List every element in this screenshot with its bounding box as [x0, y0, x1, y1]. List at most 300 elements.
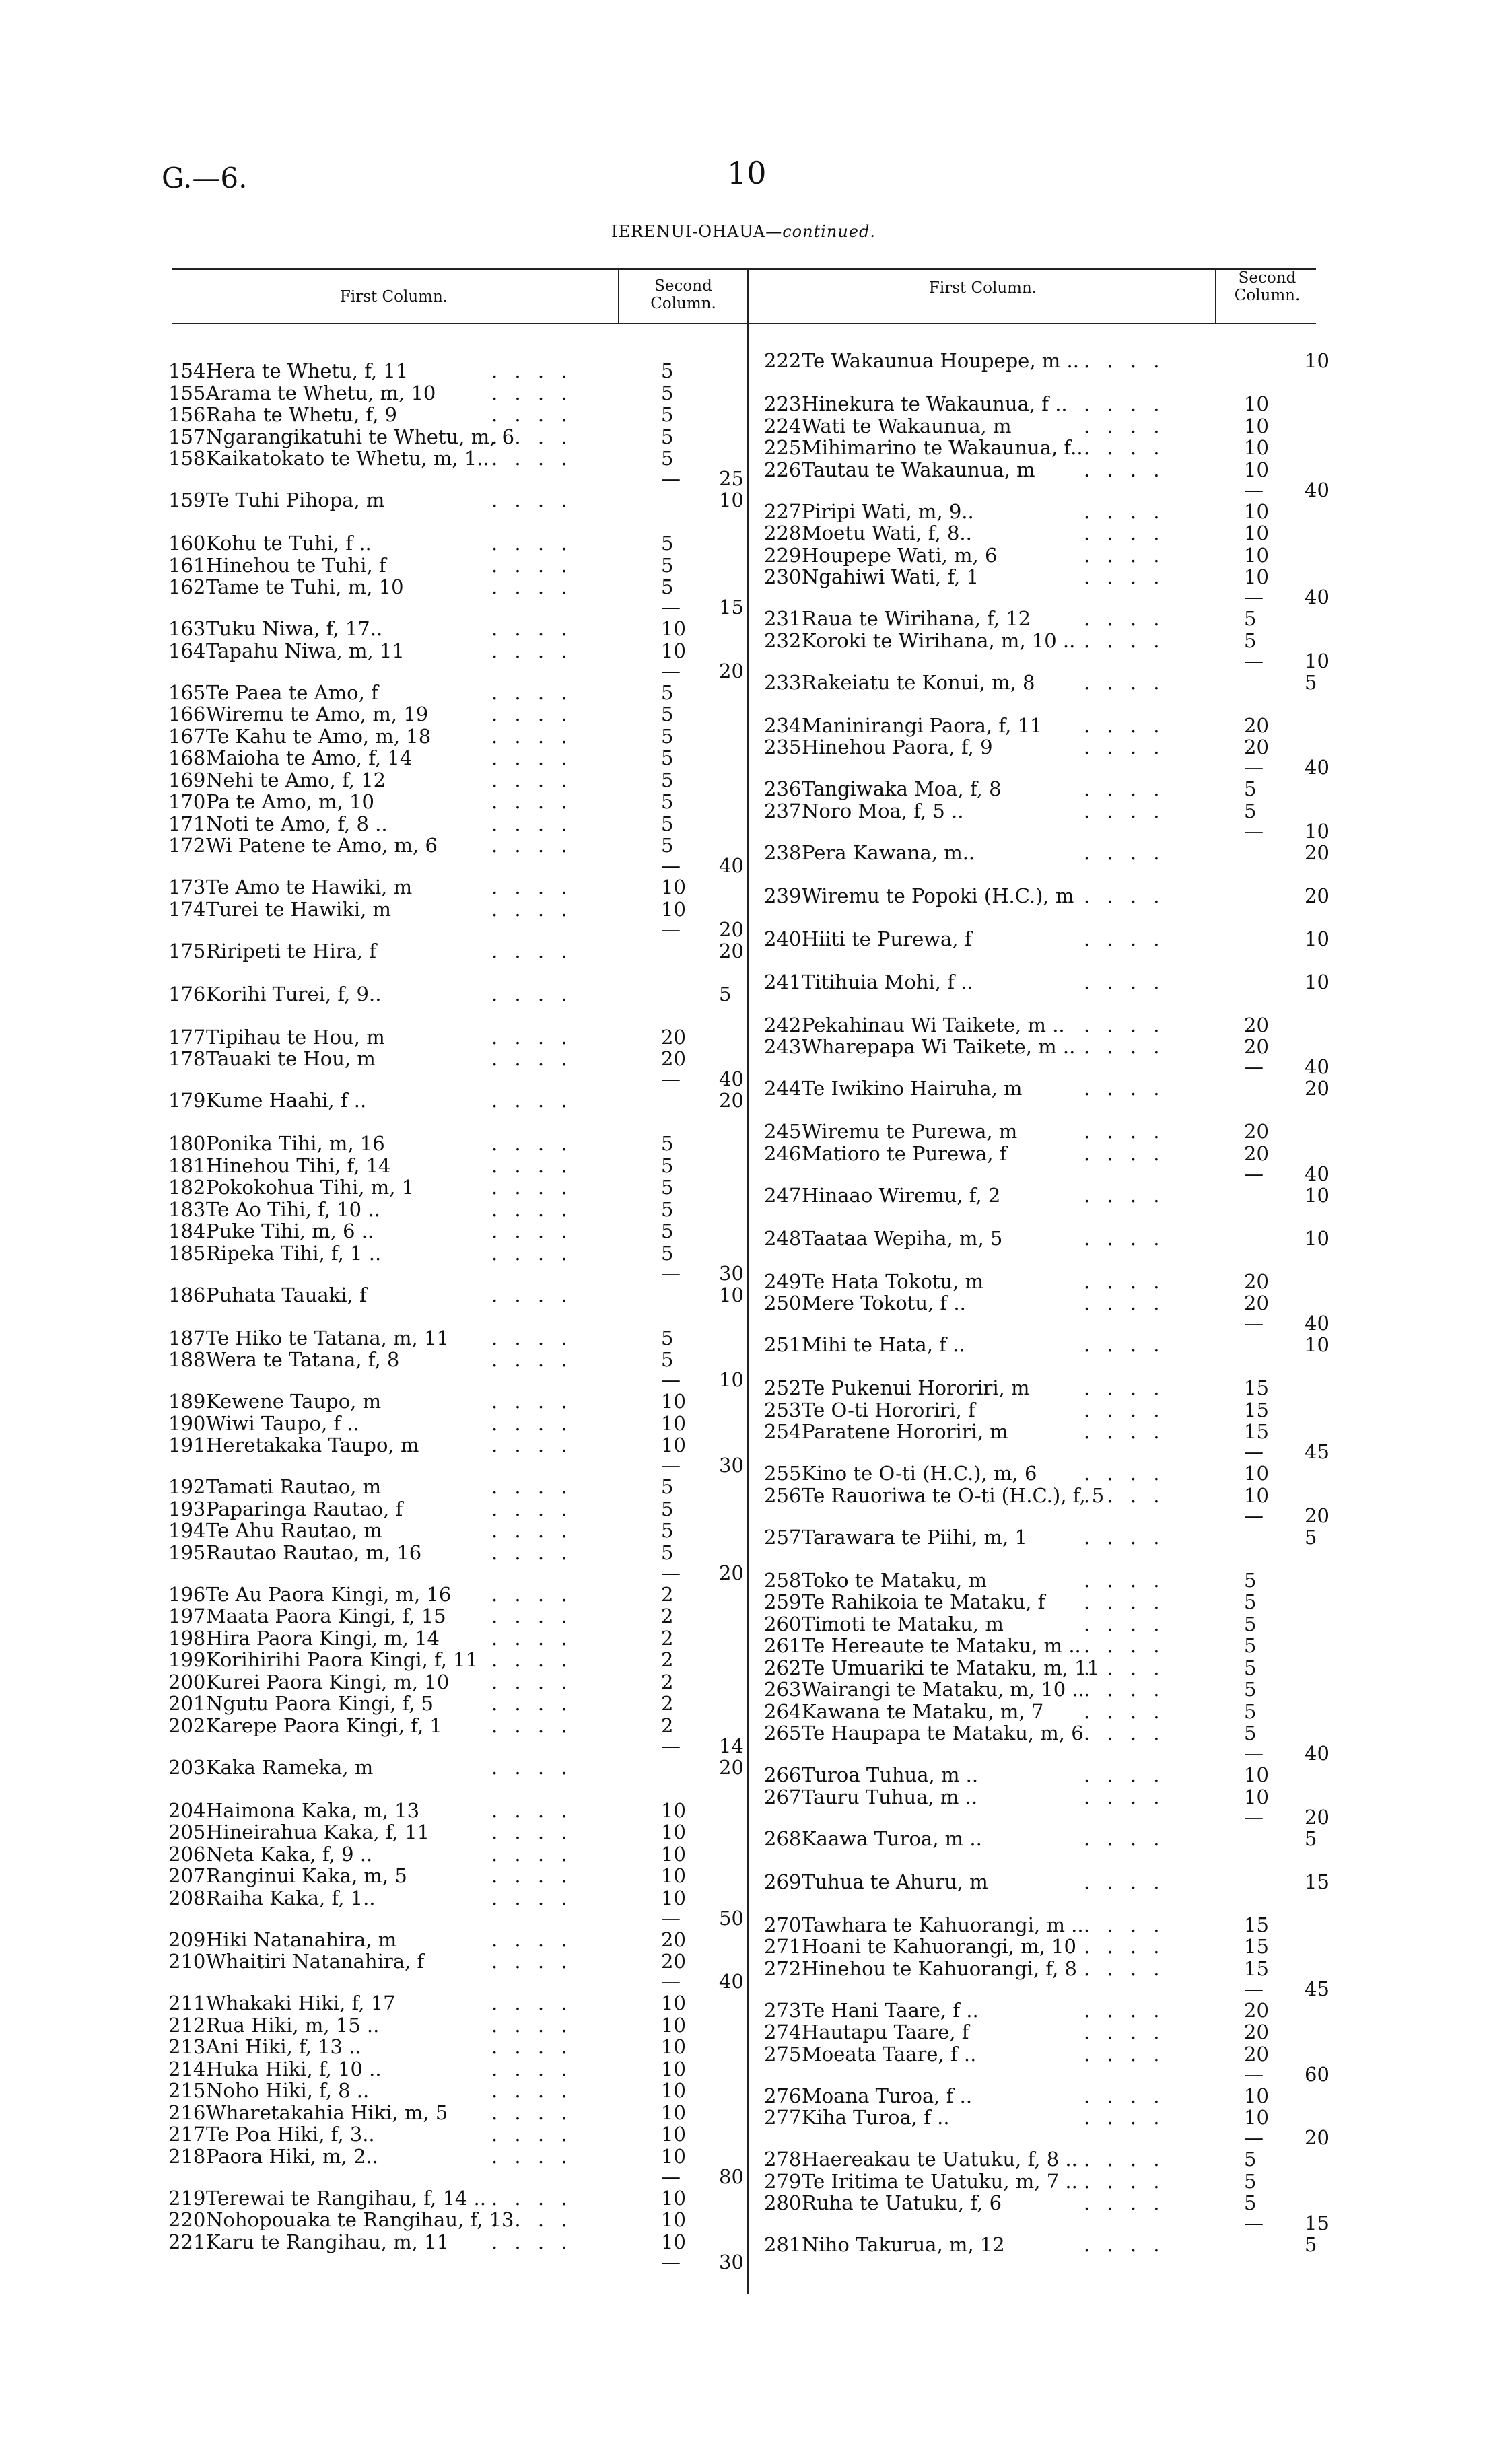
- leader-dots: . . . .: [1084, 349, 1165, 372]
- entry-name: Tuku Niwa, f, 17..: [206, 617, 383, 640]
- entry-row: [168, 2036, 361, 2057]
- leader-dots: . . . .: [491, 639, 573, 662]
- entry-subtotal: 10: [1305, 1226, 1329, 1250]
- entry-number: 188: [168, 1348, 206, 1371]
- subtotal-dash: —: [1244, 1742, 1264, 1765]
- entry-number: 154: [168, 359, 206, 382]
- entry-amount: 2: [661, 1626, 674, 1650]
- entry-number: 192: [168, 1475, 206, 1498]
- entry-row: [764, 608, 1031, 629]
- entry-number: 182: [168, 1176, 206, 1199]
- leader-dots: . . . .: [491, 1348, 573, 1371]
- entry-subtotal: 50: [719, 1906, 744, 1930]
- entry-row: [168, 876, 412, 898]
- entry-amount: 2: [661, 1648, 674, 1671]
- entry-number: 167: [168, 724, 206, 748]
- entry-amount: 20: [1244, 736, 1269, 759]
- entry-number: 266: [764, 1763, 802, 1786]
- entry-subtotal: 5: [1305, 1827, 1317, 1850]
- entry-number: 278: [764, 2148, 802, 2171]
- entry-number: 163: [168, 617, 206, 640]
- subtotal-dash: —: [1244, 478, 1264, 501]
- entry-name: Kawana te Mataku, m, 7: [802, 1699, 1044, 1723]
- leader-dots: . . . .: [491, 768, 573, 791]
- leader-dots: . . . .: [491, 1283, 573, 1306]
- entry-row: [764, 459, 1035, 481]
- entry-row: [168, 2123, 375, 2145]
- entry-name: Kino te O-ti (H.C.), m, 6: [802, 1462, 1037, 1485]
- entry-name: Turoa Tuhua, m ..: [802, 1763, 979, 1786]
- entry-row: [168, 1950, 424, 1972]
- leader-dots: . . . .: [491, 746, 573, 769]
- entry-row: [168, 726, 431, 747]
- entry-number: 215: [168, 2079, 206, 2102]
- entry-amount: 5: [661, 359, 674, 382]
- entry-number: 187: [168, 1326, 206, 1349]
- entry-name: Te Tuhi Pihopa, m: [206, 489, 385, 512]
- entry-amount: 5: [661, 680, 674, 704]
- entry-subtotal: 30: [719, 1454, 744, 1477]
- entry-name: Whaitiri Natanahira, f: [206, 1950, 425, 1973]
- entry-name: Hinehou te Kahuorangi, f, 8: [802, 1957, 1077, 1980]
- entry-amount: 5: [661, 1154, 674, 1177]
- entry-row: [764, 885, 1074, 907]
- entry-amount: 20: [661, 1928, 686, 1951]
- entry-number: 199: [168, 1648, 206, 1671]
- entry-name: Maata Paora Kingi, f, 15: [206, 1605, 446, 1627]
- entry-name: Puke Tihi, m, 6 ..: [206, 1220, 374, 1242]
- entry-number: 217: [168, 2123, 206, 2146]
- leader-dots: . . . .: [1084, 2148, 1165, 2171]
- entry-amount: 5: [661, 575, 674, 598]
- entry-number: 273: [764, 1998, 802, 2022]
- entry-row: [168, 1284, 367, 1306]
- entry-amount: 10: [661, 2123, 686, 2146]
- entry-number: 166: [168, 703, 206, 726]
- leader-dots: . . . .: [491, 1519, 573, 1542]
- entry-amount: 5: [1244, 2148, 1257, 2171]
- entry-amount: 5: [661, 724, 674, 748]
- entry-name: Te Hani Taare, f ..: [802, 1998, 979, 2022]
- entry-row: [168, 1887, 376, 1909]
- entry-name: Tawhara te Kahuorangi, m ..: [802, 1913, 1084, 1936]
- entry-row: [168, 2231, 449, 2253]
- leader-dots: . . . .: [491, 1692, 573, 1715]
- entry-subtotal: 20: [1305, 1504, 1329, 1527]
- entry-subtotal: 30: [719, 2250, 744, 2274]
- leader-dots: . . . .: [1084, 1013, 1165, 1036]
- entry-subtotal: 40: [1305, 478, 1329, 501]
- entry-name: Wiremu te Popoki (H.C.), m: [802, 884, 1074, 907]
- leader-dots: . . . .: [491, 724, 573, 748]
- entry-name: Wera te Tatana, f, 8: [206, 1348, 400, 1371]
- entry-name: Ngahiwi Wati, f, 1: [802, 565, 979, 588]
- entry-row: [764, 393, 1068, 415]
- subtotal-dash: —: [1244, 819, 1264, 843]
- entry-number: 172: [168, 834, 206, 857]
- entry-row: [764, 1958, 1077, 1979]
- entry-number: 155: [168, 381, 206, 404]
- entry-row: [764, 736, 993, 758]
- entry-name: Paora Hiki, m, 2..: [206, 2144, 379, 2168]
- entry-name: Hoani te Kahuorangi, m, 10: [802, 1935, 1076, 1958]
- entry-name: Hinehou Tihi, f, 14: [206, 1154, 391, 1177]
- entry-name: Riripeti te Hira, f: [206, 939, 377, 962]
- leader-dots: . . . .: [491, 1326, 573, 1349]
- entry-name: Korihirihi Paora Kingi, f, 11: [206, 1648, 479, 1671]
- entry-row: [168, 769, 386, 791]
- entry-name: Te Kahu te Amo, m, 18: [206, 724, 431, 748]
- entry-subtotal: 40: [1305, 756, 1329, 779]
- subtotal-dash: —: [661, 2250, 681, 2274]
- entry-number: 178: [168, 1047, 206, 1070]
- entry-row: [764, 1657, 1099, 1679]
- entry-row: [168, 2187, 486, 2209]
- entry-amount: 10: [1244, 414, 1269, 437]
- subtotal-dash: —: [661, 1261, 681, 1285]
- leader-dots: . . . .: [1084, 1935, 1165, 1958]
- leader-dots: . . . .: [1084, 1292, 1165, 1314]
- entry-name: Rautao Rautao, m, 16: [206, 1541, 422, 1564]
- entry-amount: 20: [661, 1025, 686, 1049]
- entry-amount: 10: [661, 2013, 686, 2037]
- entry-number: 197: [168, 1605, 206, 1627]
- entry-number: 184: [168, 1220, 206, 1242]
- subtotal-dash: —: [661, 1454, 681, 1477]
- entry-name: Wati te Wakaunua, m: [802, 414, 1012, 437]
- left-first-column-header: First Column.: [339, 288, 448, 306]
- entry-row: [764, 501, 974, 522]
- entry-number: 165: [168, 680, 206, 704]
- entry-number: 171: [168, 812, 206, 835]
- entry-row: [168, 2146, 378, 2167]
- leader-dots: . . . .: [1084, 713, 1165, 737]
- entry-number: 195: [168, 1541, 206, 1564]
- leader-dots: . . . .: [1084, 927, 1165, 950]
- leader-dots: . . . .: [1084, 2191, 1165, 2214]
- entry-name: Whakaki Hiki, f, 17: [206, 1992, 396, 2014]
- entry-amount: 5: [661, 1475, 674, 1498]
- leader-dots: . . . .: [1084, 436, 1165, 459]
- entry-row: [764, 1679, 1084, 1700]
- entry-amount: 5: [661, 403, 674, 426]
- entry-subtotal: 20: [1305, 841, 1329, 864]
- leader-dots: . . . .: [491, 575, 573, 598]
- entry-row: [764, 522, 972, 544]
- entry-amount: 20: [1244, 1292, 1269, 1314]
- entry-amount: 5: [661, 1519, 674, 1542]
- leader-dots: . . . .: [1084, 1333, 1165, 1356]
- entry-amount: 10: [661, 1992, 686, 2014]
- entry-row: [168, 1800, 419, 1821]
- entry-amount: 20: [1244, 1998, 1269, 2022]
- leader-dots: . . . .: [1084, 1420, 1165, 1443]
- entry-amount: 5: [1244, 1722, 1257, 1745]
- entry-amount: 5: [661, 1497, 674, 1520]
- entry-name: Neta Kaka, f, 9 ..: [206, 1842, 373, 1866]
- entry-name: Te Umuariki te Mataku, m, 11: [802, 1656, 1100, 1679]
- leader-dots: . . . .: [491, 1541, 573, 1564]
- leader-dots: . . . .: [491, 1950, 573, 1973]
- entry-amount: 2: [661, 1582, 674, 1606]
- subtotal-dash: —: [1244, 1504, 1264, 1527]
- entry-name: Te Au Paora Kingi, m, 16: [206, 1582, 452, 1606]
- entry-row: [764, 1526, 1027, 1548]
- entry-number: 194: [168, 1519, 206, 1542]
- entry-row: [168, 940, 376, 962]
- subtotal-dash: —: [661, 917, 681, 941]
- entry-row: [168, 1542, 421, 1563]
- entry-row: [764, 778, 1002, 800]
- leader-dots: . . . .: [1084, 1269, 1165, 1293]
- entry-subtotal: 40: [719, 1970, 744, 1993]
- entry-row: [764, 1271, 983, 1292]
- subtotal-dash: —: [661, 1561, 681, 1584]
- entry-number: 243: [764, 1035, 802, 1058]
- entry-number: 210: [168, 1950, 206, 1973]
- entry-name: Kurei Paora Kingi, m, 10: [206, 1670, 450, 1693]
- entry-number: 222: [764, 349, 802, 372]
- entry-name: Wiremu te Purewa, m: [802, 1120, 1018, 1143]
- entry-row: [168, 1349, 399, 1370]
- entry-subtotal: 25: [719, 467, 744, 490]
- entry-amount: 10: [661, 2079, 686, 2102]
- entry-number: 253: [764, 1398, 802, 1421]
- entry-amount: 15: [1244, 1913, 1269, 1936]
- leader-dots: . . . .: [1084, 1763, 1165, 1786]
- entry-row: [764, 2085, 972, 2107]
- entry-row: [764, 1292, 966, 1314]
- entry-row: [168, 899, 391, 920]
- entry-row: [168, 618, 382, 639]
- leader-dots: . . . .: [1084, 1634, 1165, 1657]
- entry-number: 244: [764, 1077, 802, 1100]
- entry-subtotal: 14: [719, 1734, 744, 1757]
- entry-amount: 5: [661, 703, 674, 726]
- entry-row: [168, 682, 378, 703]
- leader-dots: . . . .: [491, 2123, 573, 2146]
- entry-row: [168, 1220, 374, 1242]
- entry-row: [764, 1828, 982, 1850]
- entry-amount: 10: [661, 2186, 686, 2210]
- entry-number: 168: [168, 746, 206, 769]
- entry-row: [168, 489, 384, 511]
- leader-dots: . . . .: [491, 2079, 573, 2102]
- entry-name: Hinehou Paora, f, 9: [802, 736, 993, 759]
- entry-amount: 10: [1244, 1462, 1269, 1485]
- entry-amount: 10: [661, 2144, 686, 2168]
- leader-dots: . . . .: [1084, 1870, 1165, 1893]
- subtotal-dash: —: [1244, 1977, 1264, 2000]
- leader-dots: . . . .: [1084, 1678, 1165, 1701]
- entry-amount: 10: [661, 1798, 686, 1822]
- entry-name: Ruha te Uatuku, f, 6: [802, 2191, 1002, 2214]
- entry-amount: 5: [1244, 1634, 1257, 1657]
- entry-row: [764, 1377, 1030, 1399]
- leader-dots: . . . .: [491, 1670, 573, 1693]
- entry-name: Tipihau te Hou, m: [206, 1025, 385, 1049]
- entry-row: [168, 813, 388, 835]
- entry-amount: 10: [661, 876, 686, 899]
- leader-dots: . . . .: [491, 790, 573, 813]
- entry-row: [764, 2043, 976, 2065]
- entry-row: [168, 360, 408, 382]
- entry-subtotal: 80: [719, 2164, 744, 2188]
- subtotal-dash: —: [661, 1734, 681, 1757]
- entry-name: Ngutu Paora Kingi, f, 5: [206, 1692, 434, 1715]
- entry-number: 237: [764, 799, 802, 822]
- leader-dots: . . . .: [1084, 670, 1165, 694]
- entry-name: Te Paea te Amo, f: [206, 680, 378, 704]
- entry-row: [764, 1185, 1000, 1206]
- entry-row: [764, 1722, 1084, 1744]
- entry-subtotal: 40: [1305, 1312, 1329, 1335]
- entry-row: [764, 2107, 950, 2128]
- entry-row: [168, 2080, 369, 2101]
- leader-dots: . . . .: [491, 2101, 573, 2124]
- leader-dots: . . . .: [1084, 1226, 1165, 1250]
- entry-row: [764, 1570, 987, 1591]
- entry-name: Noro Moa, f, 5 ..: [802, 799, 964, 822]
- entry-row: [168, 1090, 366, 1111]
- entry-amount: 20: [1244, 2042, 1269, 2066]
- document-code: G.—6.: [162, 162, 248, 195]
- leader-dots: . . . .: [1084, 1525, 1165, 1549]
- leader-dots: . . . .: [491, 2013, 573, 2037]
- entry-name: Ripeka Tihi, f, 1 ..: [206, 1241, 382, 1265]
- entry-subtotal: 10: [719, 489, 744, 512]
- leader-dots: . . . .: [491, 1755, 573, 1779]
- entry-name: Wharetakahia Hiki, m, 5: [206, 2101, 448, 2124]
- entry-number: 158: [168, 447, 206, 470]
- entry-row: [168, 1199, 380, 1220]
- entry-name: Noti te Amo, f, 8 ..: [206, 812, 388, 835]
- entry-amount: 10: [1244, 522, 1269, 544]
- entry-number: 277: [764, 2106, 802, 2129]
- leader-dots: . . . .: [1084, 2233, 1165, 2256]
- entry-name: Ponika Tihi, m, 16: [206, 1132, 385, 1155]
- entry-number: 220: [168, 2208, 206, 2231]
- leader-dots: . . . .: [491, 1390, 573, 1413]
- entry-name: Wi Patene te Amo, m, 6: [206, 834, 438, 857]
- entry-row: [168, 983, 381, 1005]
- entry-amount: 5: [661, 1176, 674, 1199]
- entry-subtotal: 20: [719, 1089, 744, 1112]
- entry-number: 212: [168, 2013, 206, 2037]
- entry-amount: 15: [1244, 1376, 1269, 1399]
- page-number: 10: [727, 155, 767, 191]
- subtotal-dash: —: [1244, 1162, 1264, 1185]
- entry-amount: 10: [661, 897, 686, 921]
- entry-number: 202: [168, 1714, 206, 1737]
- entry-row: [168, 426, 514, 448]
- entry-number: 180: [168, 1132, 206, 1155]
- leader-dots: . . . .: [1084, 2020, 1165, 2043]
- subtotal-dash: —: [1244, 1055, 1264, 1078]
- entry-name: Tamati Rautao, m: [206, 1475, 382, 1498]
- entry-name: Timoti te Mataku, m: [802, 1612, 1004, 1635]
- entry-amount: 10: [661, 1411, 686, 1435]
- entry-row: [764, 971, 973, 993]
- entry-name: Hiiti te Purewa, f: [802, 927, 972, 950]
- subtotal-dash: —: [1244, 1312, 1264, 1335]
- entry-number: 221: [168, 2230, 206, 2253]
- entry-subtotal: 45: [1305, 1977, 1329, 2000]
- entry-row: [764, 928, 972, 950]
- leader-dots: . . . .: [491, 1648, 573, 1671]
- entry-number: 262: [764, 1656, 802, 1679]
- leader-dots: . . . .: [1084, 565, 1165, 588]
- entry-subtotal: 10: [1305, 1333, 1329, 1356]
- entry-row: [764, 1121, 1017, 1142]
- entry-number: 267: [764, 1785, 802, 1808]
- entry-amount: 5: [661, 1348, 674, 1371]
- subtotal-dash: —: [1244, 1805, 1264, 1829]
- entry-name: Moeata Taare, f ..: [802, 2042, 977, 2066]
- entry-amount: 5: [1244, 1656, 1257, 1679]
- entry-amount: 5: [661, 1197, 674, 1221]
- entry-amount: 5: [661, 447, 674, 470]
- leader-dots: . . . .: [491, 1220, 573, 1242]
- leader-dots: . . . .: [1084, 1722, 1165, 1745]
- entry-row: [168, 1715, 442, 1736]
- entry-subtotal: 40: [1305, 1055, 1329, 1078]
- entry-name: Arama te Whetu, m, 10: [206, 381, 436, 404]
- leader-dots: . . . .: [491, 1798, 573, 1822]
- entry-name: Kume Haahi, f ..: [206, 1089, 367, 1112]
- table-title-main: IERENUI-OHAUA: [611, 222, 766, 241]
- entry-row: [764, 566, 979, 588]
- leader-dots: . . . .: [491, 1864, 573, 1887]
- entry-number: 249: [764, 1269, 802, 1293]
- entry-name: Karepe Paora Kingi, f, 1: [206, 1714, 442, 1737]
- leader-dots: . . . .: [491, 1241, 573, 1265]
- leader-dots: . . . .: [1084, 1827, 1165, 1850]
- leader-dots: . . . .: [1084, 458, 1165, 481]
- entry-amount: 10: [661, 1842, 686, 1866]
- entry-name: Tapahu Niwa, m, 11: [206, 639, 405, 662]
- leader-dots: . . . .: [1084, 799, 1165, 822]
- entry-name: Raua te Wirihana, f, 12: [802, 607, 1031, 630]
- entry-number: 255: [764, 1462, 802, 1485]
- entry-row: [764, 630, 1075, 652]
- table-title: [0, 222, 1487, 241]
- entry-number: 173: [168, 876, 206, 899]
- entry-subtotal: 20: [1305, 1805, 1329, 1829]
- entry-number: 233: [764, 670, 802, 694]
- leader-dots: . . . .: [491, 1886, 573, 1909]
- leader-dots: . . . .: [1084, 1568, 1165, 1592]
- leader-dots: . . . .: [491, 2208, 573, 2231]
- entry-name: Te Poa Hiki, f, 3..: [206, 2123, 375, 2146]
- entry-name: Ngarangikatuhi te Whetu, m, 6: [206, 425, 515, 448]
- top-rule: [172, 268, 1316, 270]
- entry-row: [168, 1843, 372, 1865]
- subtotal-dash: —: [661, 1970, 681, 1993]
- entry-subtotal: 30: [719, 1261, 744, 1285]
- entry-number: 211: [168, 1992, 206, 2014]
- entry-row: [168, 1584, 451, 1605]
- subtotal-dash: —: [1244, 2126, 1264, 2149]
- entry-subtotal: 20: [719, 939, 744, 962]
- leader-dots: . . . .: [1084, 499, 1165, 523]
- leader-dots: . . . .: [491, 1582, 573, 1606]
- entry-name: Wiwi Taupo, f ..: [206, 1411, 359, 1435]
- entry-number: 198: [168, 1626, 206, 1650]
- entry-number: 204: [168, 1798, 206, 1822]
- entry-number: 259: [764, 1590, 802, 1613]
- entry-amount: 15: [1244, 1420, 1269, 1443]
